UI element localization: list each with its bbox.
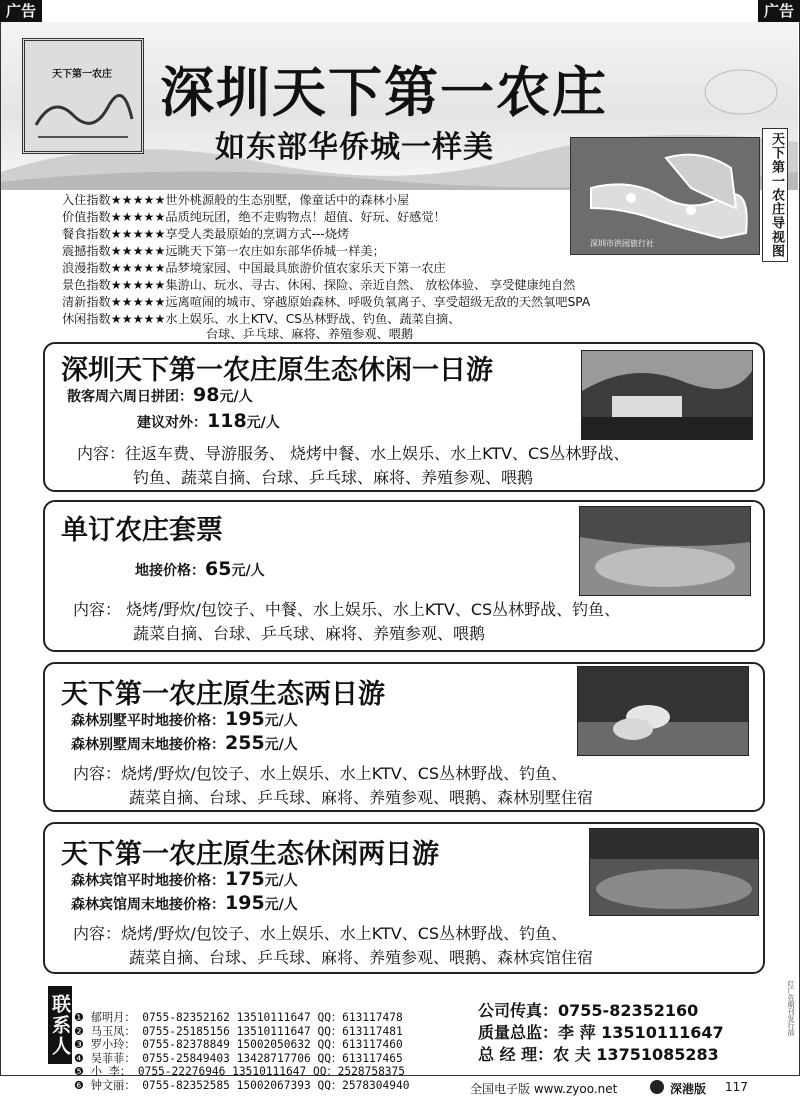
price-line	[71, 708, 298, 730]
package-content	[73, 922, 593, 970]
price-value: 98	[193, 384, 220, 406]
contact-mobile: 13510111647	[236, 1011, 311, 1024]
office-value: 0755-82352160	[558, 1001, 699, 1020]
contact-phone: 0755-82352585	[142, 1078, 230, 1092]
contact-name: 罗小玲：	[90, 1038, 136, 1051]
footer-side-note: 红广告期刊发行部	[787, 980, 795, 1036]
contact-name: 小 李：	[90, 1065, 132, 1078]
package-card-two-day-villa	[43, 662, 765, 812]
price-unit: 元/人	[264, 873, 298, 889]
price-label: 森林别墅平时地接价格：	[71, 713, 225, 729]
office-fax	[478, 998, 698, 1021]
office-manager	[478, 1042, 719, 1065]
content-line: 蔬菜自摘、台球、乒乓球、麻将、养殖参观、喂鹅、森林宾馆住宿	[129, 948, 594, 967]
contact-phone: 0755-22276946	[137, 1065, 226, 1078]
package-content	[77, 442, 629, 490]
ad-tag-right: 广告	[758, 0, 800, 22]
dragon-icon	[28, 85, 138, 145]
price-label: 森林宾馆平时地接价格：	[71, 873, 225, 889]
package-title: 天下第一农庄原生态休闲两日游	[61, 839, 439, 870]
footer-region: 深港版	[670, 1082, 707, 1096]
contact-row	[74, 1011, 409, 1025]
bbq-area-photo-drawing	[580, 507, 750, 595]
contact-mobile: 15002067393	[236, 1078, 311, 1092]
index-line: 入住指数★★★★★世外桃源般的生态别墅，像童话中的森林小屋	[62, 193, 410, 207]
price-value: 118	[207, 410, 247, 432]
price-unit: 元/人	[219, 389, 253, 405]
contact-qq: QQ：613117460	[317, 1038, 403, 1051]
price-unit: 元/人	[264, 713, 298, 729]
content-line: 蔬菜自摘、台球、乒乓球、麻将、养殖参观、喂鹅、森林别墅住宿	[129, 788, 594, 807]
index-line: 餐食指数★★★★★享受人类最原始的烹调方式---烧烤	[62, 227, 350, 241]
index-line: 台球、乒乓球、麻将、养殖参观、喂鹅	[206, 327, 414, 341]
geese-photo-drawing	[578, 667, 748, 755]
contact-phone: 0755-25849403	[142, 1051, 230, 1065]
index-line: 震撼指数★★★★★远眺天下第一农庄如东部华侨城一样美；	[62, 244, 385, 258]
price-value: 255	[225, 732, 265, 754]
price-line	[67, 384, 253, 406]
contact-qq: QQ：613117478	[317, 1011, 403, 1024]
contact-name: 吴菲菲：	[90, 1051, 136, 1065]
index-line: 浪漫指数★★★★★品梦境家园、中国最具旅游价值农家乐天下第一农庄	[62, 261, 446, 275]
price-unit: 元/人	[246, 415, 280, 431]
resort-photo	[581, 350, 753, 440]
contact-row	[74, 1052, 409, 1066]
price-label: 森林宾馆周末地接价格：	[71, 897, 225, 913]
package-content	[73, 598, 620, 646]
contact-row	[74, 1038, 409, 1052]
contact-row	[74, 1025, 409, 1039]
price-line	[135, 558, 265, 580]
package-title: 深圳天下第一农庄原生态休闲一日游	[61, 355, 493, 386]
price-label: 散客周六周日拼团：	[67, 389, 193, 405]
index-line: 价值指数★★★★★品质纯玩团，绝不走购物点！超值、好玩、好感觉！	[62, 210, 446, 224]
contact-row	[74, 1065, 409, 1079]
contact-phone: 0755-82378849	[142, 1038, 230, 1051]
page-title: 深圳天下第一农庄	[160, 61, 608, 124]
index-line: 景色指数★★★★★集游山、玩水、寻古、休闲、探险、亲近自然、 放松体验、 享受健康纯自然	[62, 278, 576, 292]
red-logo-icon	[650, 1080, 664, 1094]
map-side-tag: 天下第一农庄导视图	[762, 128, 788, 262]
content-line: 内容：烧烤/野炊/包饺子、水上娱乐、水上KTV、CS丛林野战、钓鱼、	[73, 924, 568, 943]
price-label: 地接价格：	[135, 563, 205, 579]
index-line: 清新指数★★★★★远离喧闹的城市、穿越原始森林、呼吸负氧离子、享受超级无敌的天然氧吧SPA	[62, 295, 591, 309]
price-label: 建议对外：	[137, 415, 207, 431]
office-label: 总 经 理：	[478, 1045, 554, 1064]
contact-name: 钟文丽：	[90, 1078, 136, 1092]
site-map-drawing	[571, 138, 759, 254]
price-value: 195	[225, 708, 265, 730]
price-unit: 元/人	[264, 897, 298, 913]
price-value: 195	[225, 892, 265, 914]
price-line	[137, 410, 280, 432]
contact-name: 郁明月：	[90, 1011, 136, 1024]
contact-number: ❻	[74, 1078, 85, 1092]
package-card-day-tour	[43, 342, 765, 492]
package-card-two-day-hotel	[43, 822, 765, 974]
footer-page: 117	[725, 1080, 748, 1094]
contact-mobile: 15002050632	[236, 1038, 311, 1051]
group-photo-drawing	[590, 829, 758, 915]
ad-tag-left: 广告	[0, 0, 42, 22]
contact-number: ❺	[74, 1065, 85, 1078]
contact-number: ❸	[74, 1038, 85, 1051]
contact-qq: QQ：613117465	[317, 1051, 403, 1065]
price-value: 65	[205, 558, 232, 580]
map-caption: 深圳市洪园旅行社	[590, 239, 654, 248]
price-label: 森林别墅周末地接价格：	[71, 737, 225, 753]
geese-photo	[577, 666, 749, 756]
contact-number: ❹	[74, 1051, 85, 1065]
package-content	[73, 762, 593, 810]
resort-photo-drawing	[582, 351, 752, 439]
logo-text: 天下第一农庄	[52, 69, 112, 80]
contact-phone: 0755-25185156	[142, 1024, 230, 1038]
contacts-list	[74, 1011, 409, 1092]
price-unit: 元/人	[264, 737, 298, 753]
contact-phone: 0755-82352162	[142, 1011, 230, 1024]
contact-qq: QQ：613117481	[317, 1024, 403, 1038]
page-subtitle: 如东部华侨城一样美	[215, 130, 494, 165]
contact-qq: QQ：2528758375	[313, 1065, 406, 1078]
contact-mobile: 13428717706	[236, 1051, 311, 1065]
contact-mobile: 13510111647	[236, 1024, 311, 1038]
office-label: 公司传真：	[478, 1001, 559, 1020]
footer-edition: 全国电子版 www.zyoo.net	[470, 1082, 618, 1096]
price-line	[71, 732, 298, 754]
content-line: 内容： 烧烤/野炊/包饺子、中餐、水上娱乐、水上KTV、CS丛林野战、钓鱼、	[73, 600, 621, 619]
office-value: 李 萍 13510111647	[558, 1023, 724, 1042]
contact-number: ❶	[74, 1011, 85, 1024]
package-card-ticket	[43, 500, 765, 652]
content-line: 蔬菜自摘、台球、乒乓球、麻将、养殖参观、喂鹅	[133, 624, 486, 643]
office-label: 质量总监：	[478, 1023, 559, 1042]
content-line: 内容：往返车费、导游服务、 烧烤中餐、水上娱乐、水上KTV、CS丛林野战、	[77, 444, 630, 463]
contact-qq: QQ：2578304940	[317, 1078, 410, 1092]
package-title: 天下第一农庄原生态两日游	[61, 679, 385, 710]
content-line: 内容：烧烤/野炊/包饺子、水上娱乐、水上KTV、CS丛林野战、钓鱼、	[73, 764, 568, 783]
price-unit: 元/人	[231, 563, 265, 579]
bbq-area-photo	[579, 506, 751, 596]
contact-row	[74, 1079, 409, 1093]
index-line: 休闲指数★★★★★水上娱乐、水上KTV、CS丛林野战、钓鱼、蔬菜自摘、	[62, 312, 461, 326]
office-value: 农 夫 13751085283	[553, 1045, 719, 1064]
price-line	[71, 892, 298, 914]
price-line	[71, 868, 298, 890]
contact-number: ❷	[74, 1024, 85, 1038]
contact-mobile: 13510111647	[232, 1065, 307, 1078]
package-title: 单订农庄套票	[61, 515, 223, 546]
office-director	[478, 1020, 724, 1043]
group-photo	[589, 828, 759, 916]
price-value: 175	[225, 868, 265, 890]
contacts-label: 联系人	[48, 986, 72, 1064]
contact-name: 马玉凤：	[90, 1024, 136, 1038]
logo	[22, 38, 144, 154]
content-line: 钓鱼、蔬菜自摘、台球、乒乓球、麻将、养殖参观、喂鹅	[133, 468, 534, 487]
